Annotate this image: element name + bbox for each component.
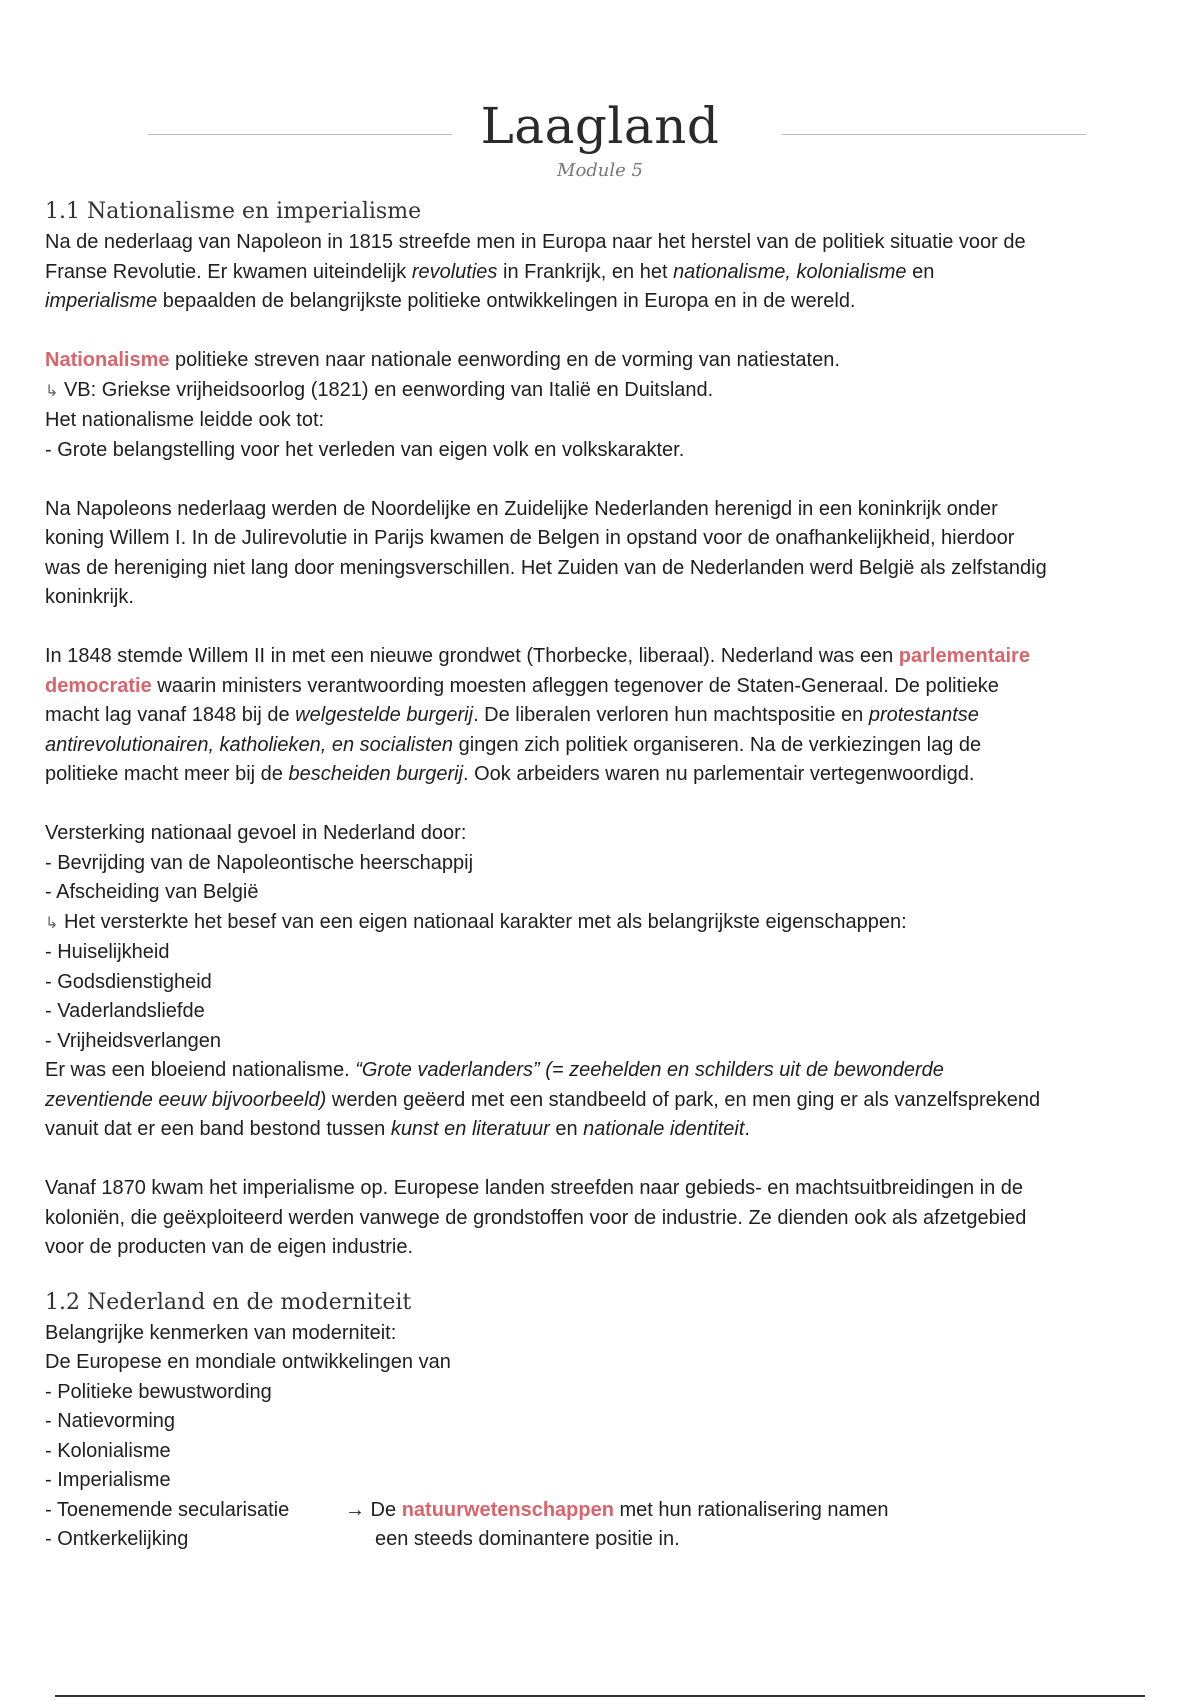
text-line: Het nationalisme leidde ook tot: — [45, 409, 325, 431]
paragraph-nationalisme — [45, 346, 1165, 465]
list-item: - Vrijheidsverlangen — [45, 1029, 222, 1052]
italic-term: revoluties — [411, 260, 498, 283]
list-item: - Grote belangstelling voor het verleden van eigen volk en volkskarakter. — [45, 438, 685, 461]
paragraph-grondwet — [45, 642, 1165, 790]
list-item: - Politieke bewustwording — [45, 1380, 272, 1403]
section-heading-1-2: 1.2 Nederland en de moderniteit — [45, 1289, 412, 1315]
text-span: politieke streven naar nationale eenwording en de vorming van natiestaten. — [169, 349, 840, 371]
text-line: Belangrijke kenmerken van moderniteit: — [45, 1321, 397, 1344]
text-span: macht lag vanaf 1848 bij de — [45, 704, 296, 726]
paragraph-moderniteit — [45, 1319, 1165, 1555]
text-span: gingen zich politiek organiseren. Na de verkiezingen lag de — [453, 733, 982, 756]
return-arrow-icon: ↳ — [45, 914, 59, 932]
list-item: - Godsdienstigheid — [45, 970, 212, 993]
text-span: in Frankrijk, en het — [497, 260, 674, 283]
text-span: vanuit dat er een band bestond tussen — [45, 1118, 391, 1140]
text-span: . Ook arbeiders waren nu parlementair vertegenwoordigd. — [463, 763, 975, 785]
text-span: Franse Revolutie. Er kwamen uiteindelijk — [45, 260, 412, 283]
section-heading-1-1: 1.1 Nationalisme en imperialisme — [45, 199, 422, 224]
page-subtitle: Module 5 — [557, 160, 643, 181]
list-item: - Afscheiding van België — [45, 881, 259, 903]
italic-term: “Grote vaderlanders” (= zeehelden en schilders uit de bewonderde — [355, 1059, 944, 1081]
italic-term: nationale identiteit — [583, 1118, 745, 1140]
list-item: - Toenemende secularisatie — [45, 1498, 290, 1521]
paragraph-hereniging — [45, 495, 1165, 613]
italic-term: kunst en literatuur — [390, 1118, 550, 1140]
right-arrow-icon: → — [345, 1498, 365, 1521]
text-line: koloniën, die geëxploiteerd werden vanwege de grondstoffen voor de industrie. Ze dienden ook als afzetgebied — [45, 1206, 1027, 1229]
highlight-term: Nationalisme — [45, 349, 170, 371]
italic-term: nationalisme, kolonialisme — [673, 260, 907, 283]
list-item: - Huiselijkheid — [45, 941, 170, 963]
text-span: Het versterkte het besef van een eigen nationaal karakter met als belangrijkste eigenschappen: — [58, 910, 907, 933]
list-item: - Bevrijding van de Napoleontische heerschappij — [45, 851, 474, 874]
header-rule-right — [782, 134, 1086, 135]
footer-rule — [55, 1695, 1145, 1697]
text-line: Na de nederlaag van Napoleon in 1815 streefde men in Europa naar het herstel van de politiek situatie voor de — [45, 231, 1026, 253]
return-arrow-icon: ↳ — [45, 382, 59, 400]
text-line: was de hereniging niet lang door meningsverschillen. Het Zuiden van de Nederlanden werd België als zelfstandig — [45, 556, 1047, 579]
italic-term: zeventiende eeuw bijvoorbeeld) — [45, 1088, 327, 1111]
text-span: met hun rationalisering namen — [613, 1498, 889, 1521]
text-line — [45, 701, 1165, 731]
text-line — [45, 1056, 1165, 1086]
italic-term: bescheiden burgerij — [288, 763, 464, 785]
text-line: een steeds dominantere positie in. — [375, 1528, 680, 1550]
text-line: De Europese en mondiale ontwikkelingen van — [45, 1351, 451, 1373]
text-span: . De liberalen verloren hun machtspositie en — [473, 704, 869, 726]
text-line: Na Napoleons nederlaag werden de Noordelijke en Zuidelijke Nederlanden herenigd in een koninkrijk onder — [45, 497, 998, 520]
text-span: In 1848 stemde Willem II in met een nieuwe grondwet (Thorbecke, liberaal). Nederland was een — [45, 645, 899, 667]
text-line — [45, 760, 1165, 790]
text-line — [45, 346, 1165, 376]
secularisatie-block — [45, 1496, 1165, 1555]
page-title: Laagland — [480, 97, 720, 155]
text-span: en — [906, 260, 935, 283]
list-item: - Natievorming — [45, 1410, 176, 1432]
highlight-term: democratie — [45, 674, 152, 697]
text-line — [45, 731, 1165, 761]
highlight-term: natuurwetenschappen — [401, 1498, 614, 1521]
text-line: voor de producten van de eigen industrie. — [45, 1236, 414, 1258]
paragraph-napoleon — [45, 228, 1165, 317]
list-item: - Imperialisme — [45, 1469, 171, 1491]
text-line: koninkrijk. — [45, 586, 134, 608]
italic-term: welgestelde burgerij — [295, 704, 474, 726]
text-span: De — [365, 1498, 402, 1521]
text-line — [45, 258, 1165, 288]
text-line — [45, 1086, 1165, 1116]
highlight-term: parlementaire — [898, 645, 1030, 667]
page-header — [0, 96, 1200, 196]
text-line — [345, 1496, 889, 1526]
text-span: VB: Griekse vrijheidsoorlog (1821) en eenwording van Italië en Duitsland. — [58, 378, 714, 401]
text-line: Versterking nationaal gevoel in Nederland door: — [45, 822, 467, 844]
text-span: en — [549, 1118, 584, 1140]
natuurwetenschappen-note — [345, 1496, 889, 1555]
text-line: koning Willem I. In de Julirevolutie in Parijs kwamen de Belgen in opstand voor de onafhankelijkheid, hierdoor — [45, 527, 1015, 549]
text-line — [45, 642, 1165, 672]
text-span: waarin ministers verantwoording moesten afleggen tegenover de Staten-Generaal. De politieke — [151, 674, 999, 697]
text-line — [45, 1115, 1165, 1145]
italic-term: imperialisme — [45, 290, 158, 312]
text-span: politieke macht meer bij de — [45, 763, 289, 785]
text-line: Vanaf 1870 kwam het imperialisme op. Europese landen streefden naar gebieds- en machtsuitbreidingen in de — [45, 1177, 1024, 1199]
text-line — [45, 672, 1165, 702]
paragraph-nationaal-gevoel — [45, 819, 1165, 1145]
italic-term: antirevolutionairen, katholieken, en socialisten — [45, 733, 454, 756]
paragraph-imperialisme — [45, 1174, 1165, 1263]
text-line — [45, 908, 1165, 939]
italic-term: protestantse — [868, 704, 979, 726]
text-span: werden geëerd met een standbeeld of park, en men ging er als vanzelfsprekend — [326, 1088, 1041, 1111]
list-item: - Ontkerkelijking — [45, 1528, 189, 1550]
text-span: . — [744, 1118, 750, 1140]
document-body — [45, 196, 1165, 1555]
text-span: Er was een bloeiend nationalisme. — [45, 1059, 356, 1081]
list-item: - Kolonialisme — [45, 1439, 171, 1462]
text-line — [45, 287, 1165, 317]
text-span: bepaalden de belangrijkste politieke ontwikkelingen in Europa en in de wereld. — [157, 290, 856, 312]
text-line — [45, 376, 1165, 407]
list-item: - Vaderlandsliefde — [45, 1000, 205, 1022]
